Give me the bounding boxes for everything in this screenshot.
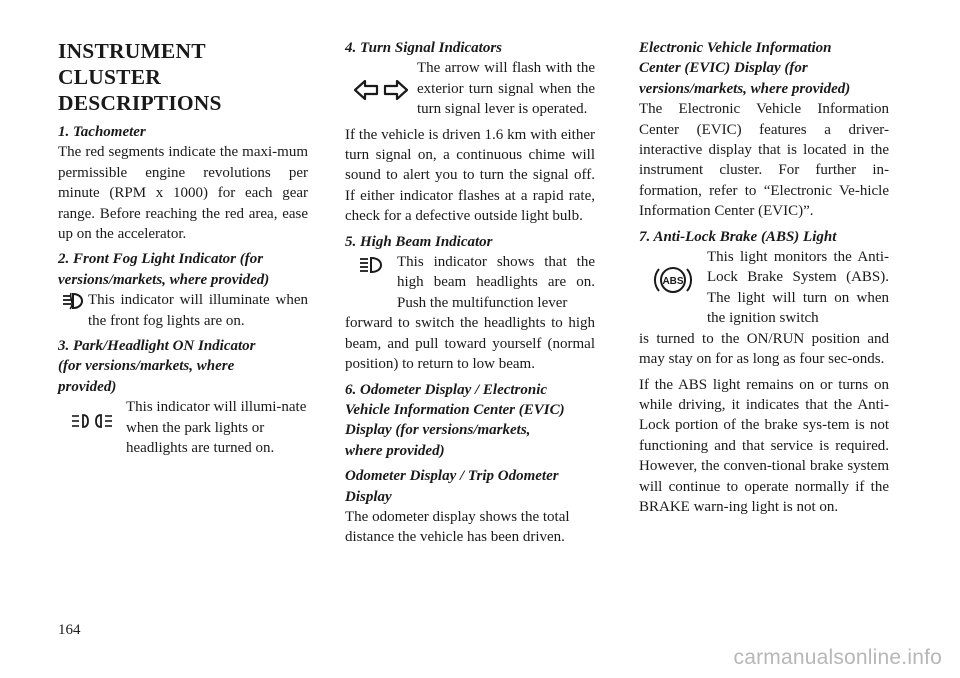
high-beam-figure <box>345 252 595 313</box>
column-3 <box>639 38 889 522</box>
turn-signal-text: The arrow will flash with the exterior turn signal when the turn signal lever is operated. <box>417 60 595 118</box>
tachometer-heading: 1. Tachometer <box>58 124 146 140</box>
fog-light-text: This indicator will illuminate when the front fog lights are on. <box>88 292 308 329</box>
front-fog-light-icon <box>58 290 88 310</box>
high-beam-text-a: This indicator shows that the high beam headlights are on. Push the multifunction lever <box>397 254 595 311</box>
abs-warning-icon <box>639 247 707 297</box>
turn-signal-figure <box>345 58 595 119</box>
page-number: 164 <box>58 622 81 638</box>
evic-text: The Electronic Vehicle Information Center (EVIC) features a driver-interactive display that is located in the instrument cluster. For further in-formation, refer to “Electronic Ve-hicle Information Center (EVIC)”. <box>639 101 889 220</box>
fog-light-figure <box>58 290 308 331</box>
park-headlight-figure <box>58 397 308 458</box>
watermark: carmanualsonline.info <box>733 646 942 669</box>
title-line-2: DESCRIPTIONS <box>58 91 222 115</box>
column-2 <box>345 38 595 553</box>
abs-figure <box>639 247 889 329</box>
high-beam-icon <box>345 252 397 274</box>
odometer-evic-heading: 6. Odometer Display / Electronic Vehicle Information Center (EVIC) Display (for versions/markets, where provided) <box>345 381 565 459</box>
turn-signal-heading: 4. Turn Signal Indicators <box>345 40 502 56</box>
abs-text-b: is turned to the ON/RUN position and may stay on for as long as four sec-onds. <box>639 330 889 368</box>
column-1 <box>58 38 308 464</box>
fog-light-heading: 2. Front Fog Light Indicator (for versions/markets, where provided) <box>58 251 270 288</box>
title-line-1: INSTRUMENT CLUSTER <box>58 39 206 89</box>
tachometer-text: The red segments indicate the maxi-mum permissible engine revolutions per minute (RPM x 1000) for each gear range. Before reaching the red area, ease up on the accelerator. <box>58 144 308 243</box>
turn-signal-arrows-icon <box>345 58 417 102</box>
park-headlight-heading: 3. Park/Headlight ON Indicator (for versions/markets, where provided) <box>58 338 256 395</box>
trip-odometer-heading: Odometer Display / Trip Odometer Display <box>345 468 559 505</box>
abs-icon-label: ABS <box>662 276 684 288</box>
park-light-icon <box>58 397 126 429</box>
turn-signal-chime-text: If the vehicle is driven 1.6 km with either turn signal on, a continuous chime will sound to alert you to turn the signal off. If either indicator flashes at a rapid rate, check for a defective outside light bulb. <box>345 126 595 225</box>
abs-heading: 7. Anti-Lock Brake (ABS) Light <box>639 228 837 245</box>
page-title <box>58 38 308 116</box>
evic-heading: Electronic Vehicle Information Center (EVIC) Display (for versions/markets, where provided) <box>639 40 851 97</box>
high-beam-heading: 5. High Beam Indicator <box>345 233 493 250</box>
abs-warning-text: If the ABS light remains on or turns on while driving, it indicates that the Anti-Lock portion of the brake sys-tem is not functioning and that service is required. However, the conven-tional brake system will continue to operate normally if the BRAKE warn-ing light is not on. <box>639 376 889 515</box>
high-beam-text-b: forward to switch the headlights to high beam, and pull toward yourself (normal position) to return to low beam. <box>345 315 595 373</box>
odometer-text: The odometer display shows the total distance the vehicle has been driven. <box>345 508 570 546</box>
park-headlight-text: This indicator will illumi-nate when the park lights or headlights are turned on. <box>126 399 307 457</box>
abs-text-a: This light monitors the Anti-Lock Brake System (ABS). The light will turn on when the ignition switch <box>707 249 889 327</box>
